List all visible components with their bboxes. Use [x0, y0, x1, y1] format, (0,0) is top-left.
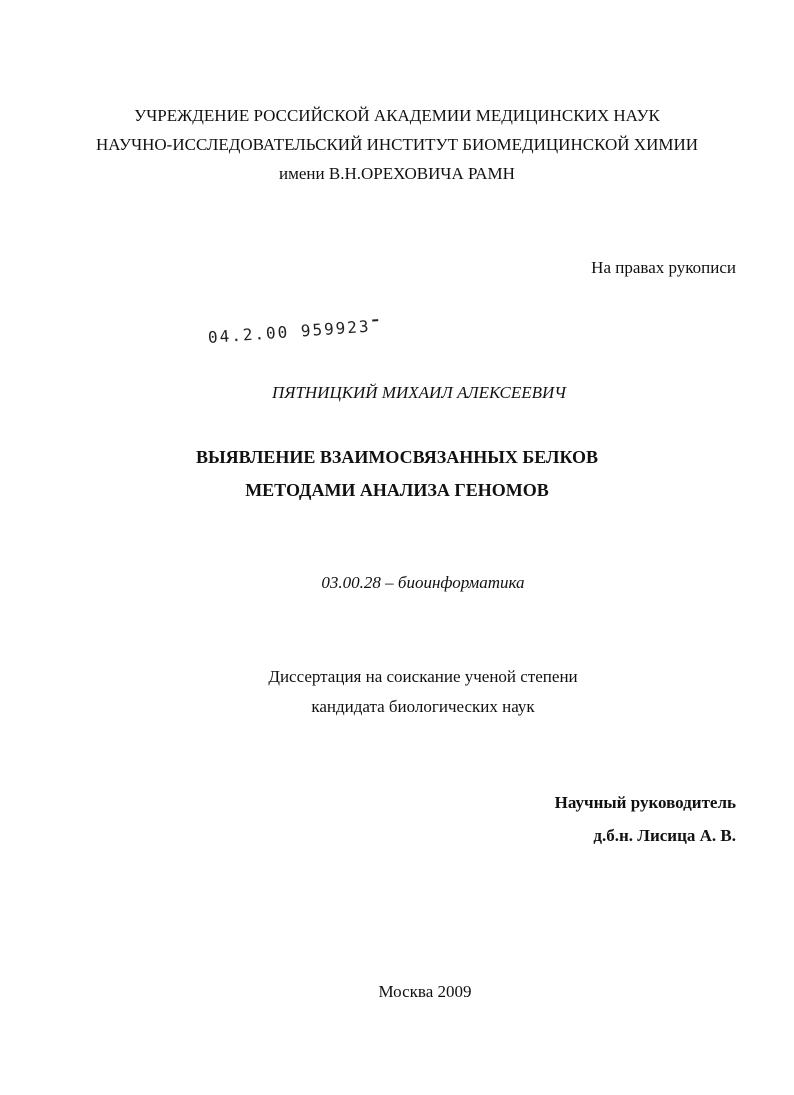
manuscript-note: На правах рукописи [591, 258, 736, 277]
degree-line-2: кандидата биологических наук [311, 697, 535, 716]
supervisor-label: Научный руководитель [554, 793, 736, 812]
author-name: ПЯТНИЦКИЙ МИХАИЛ АЛЕКСЕЕВИЧ [272, 383, 566, 402]
title-line-2: МЕТОДАМИ АНАЛИЗА ГЕНОМОВ [245, 480, 549, 500]
city-year: Москва 2009 [378, 982, 472, 1001]
specialty: 03.00.28 – биоинформатика [321, 573, 525, 592]
institution-line-2: НАУЧНО-ИССЛЕДОВАТЕЛЬСКИЙ ИНСТИТУТ БИОМЕДИЦИНСКОЙ ХИМИИ [95, 135, 699, 154]
supervisor-name: д.б.н. Лисица А. В. [593, 826, 736, 845]
registration-stamp [207, 316, 379, 347]
title-line-1: ВЫЯВЛЕНИЕ ВЗАИМОСВЯЗАННЫХ БЕЛКОВ [195, 447, 599, 467]
institution-line-3: имени В.Н.ОРЕХОВИЧА РАМН [279, 164, 515, 183]
stamp-dash [372, 319, 378, 321]
stamp-date: 04.2.00 [207, 322, 290, 347]
degree-line-1: Диссертация на соискание ученой степени [268, 667, 578, 686]
stamp-number: 959923 [300, 316, 372, 341]
institution-line-1: УЧРЕЖДЕНИЕ РОССИЙСКОЙ АКАДЕМИИ МЕДИЦИНСКИХ НАУК [134, 106, 660, 125]
